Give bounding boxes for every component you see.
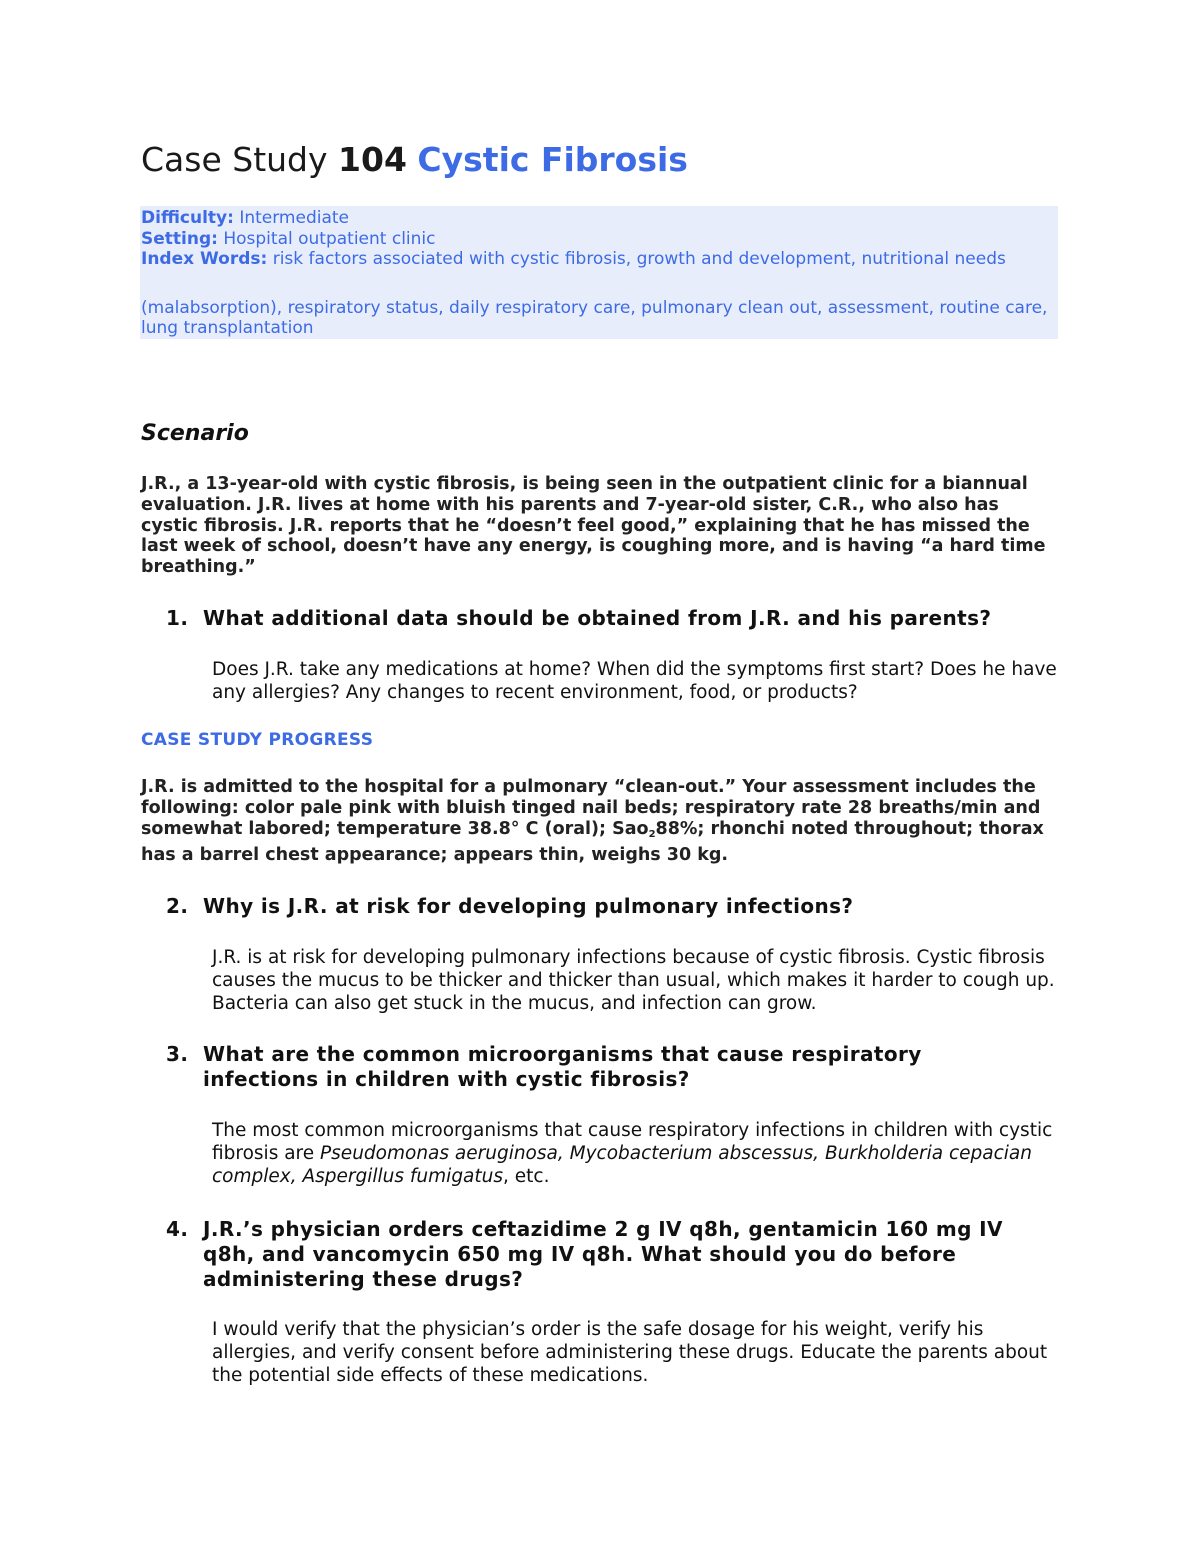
setting-value: Hospital outpatient clinic — [223, 228, 436, 249]
question-number: 4. — [166, 1217, 189, 1241]
case-study-progress-text — [141, 777, 1061, 866]
question-number: 2. — [166, 894, 189, 918]
title-prefix: Case Study — [141, 140, 328, 179]
answer-4: I would verify that the physician’s order is the safe dosage for his weight, verify his allergies, and verify consent before administering these drugs. Educate the parents about the potential side effects of these medications. — [212, 1319, 1048, 1386]
index-words-row — [141, 249, 1056, 270]
question-2 — [166, 894, 1066, 919]
case-metadata-box — [140, 206, 1058, 339]
answer-3-suffix: , etc. — [503, 1166, 550, 1187]
index-words-value: risk factors associated with cystic fibrosis, growth and development, nutritional needs — [272, 249, 1006, 269]
answer-3 — [212, 1119, 1062, 1188]
question-3 — [166, 1042, 1026, 1092]
question-4 — [166, 1217, 1056, 1292]
scenario-text: J.R., a 13-year-old with cystic fibrosis, is being seen in the outpatient clinic for a biannual evaluation. J.R. lives at home with his parents and 7-year-old sister, C.R., who also has cystic fibrosis. J.R. reports that he “doesn’t feel good,” explaining that he has missed the last week of school, doesn’t have any energy, is coughing more, and is having “a hard time breathing.” — [141, 474, 1046, 578]
scenario-heading: Scenario — [141, 421, 249, 446]
page-title — [141, 140, 688, 180]
title-number: 104 — [338, 140, 407, 179]
case-study-progress-heading: CASE STUDY PROGRESS — [141, 730, 374, 750]
answer-2: J.R. is at risk for developing pulmonary infections because of cystic fibrosis. Cystic fibrosis causes the mucus to be thicker and thicker than usual, which makes it harder to cough up. Bacteria can also get stuck in the mucus, and infection can grow. — [212, 947, 1055, 1014]
difficulty-value: Intermediate — [239, 208, 350, 228]
index-words-label: Index Words: — [141, 249, 268, 269]
question-text: What are the common microorganisms that cause respiratory infections in children with cystic fibrosis? — [203, 1042, 922, 1091]
question-number: 3. — [166, 1042, 189, 1066]
answer-3-organisms: Pseudomonas aeruginosa, Mycobacterium abscessus, Burkholderia cepacian complex, Aspergillus fumigatus — [212, 1143, 1032, 1187]
setting-row — [141, 229, 1056, 250]
question-text: J.R.’s physician orders ceftazidime 2 g IV q8h, gentamicin 160 mg IV q8h, and vancomycin 650 mg IV q8h. What should you do before administering these drugs? — [203, 1217, 1003, 1291]
question-text: What additional data should be obtained from J.R. and his parents? — [203, 606, 992, 630]
difficulty-row — [141, 208, 1056, 229]
question-number: 1. — [166, 606, 189, 630]
difficulty-label: Difficulty: — [141, 208, 234, 228]
answer-3-text: The most common microorganisms that cause respiratory infections in children with cystic fibrosis are — [212, 1120, 1053, 1164]
index-words-continued: (malabsorption), respiratory status, daily respiratory care, pulmonary clean out, assessment, routine care, lung transplantation — [141, 297, 1048, 338]
title-topic: Cystic Fibrosis — [417, 140, 688, 179]
progress-text-subscript: 2 — [648, 829, 656, 840]
question-text: Why is J.R. at risk for developing pulmonary infections? — [203, 894, 854, 918]
setting-label: Setting: — [141, 228, 218, 249]
progress-text-end: 88%; rhonchi noted throughout; thorax has a barrel chest appearance; appears thin, weighs 30 kg. — [141, 819, 1044, 865]
progress-text-main: J.R. is admitted to the hospital for a pulmonary “clean-out.” Your assessment includes the following: color pale pink with bluish tinged nail beds; respiratory rate 28 breaths/min and somewhat labored; temperature 38.8° C (oral); Sao — [141, 777, 1041, 839]
answer-1: Does J.R. take any medications at home? When did the symptoms first start? Does he have any allergies? Any changes to recent environment, food, or products? — [212, 659, 1057, 703]
question-1 — [166, 606, 1066, 631]
